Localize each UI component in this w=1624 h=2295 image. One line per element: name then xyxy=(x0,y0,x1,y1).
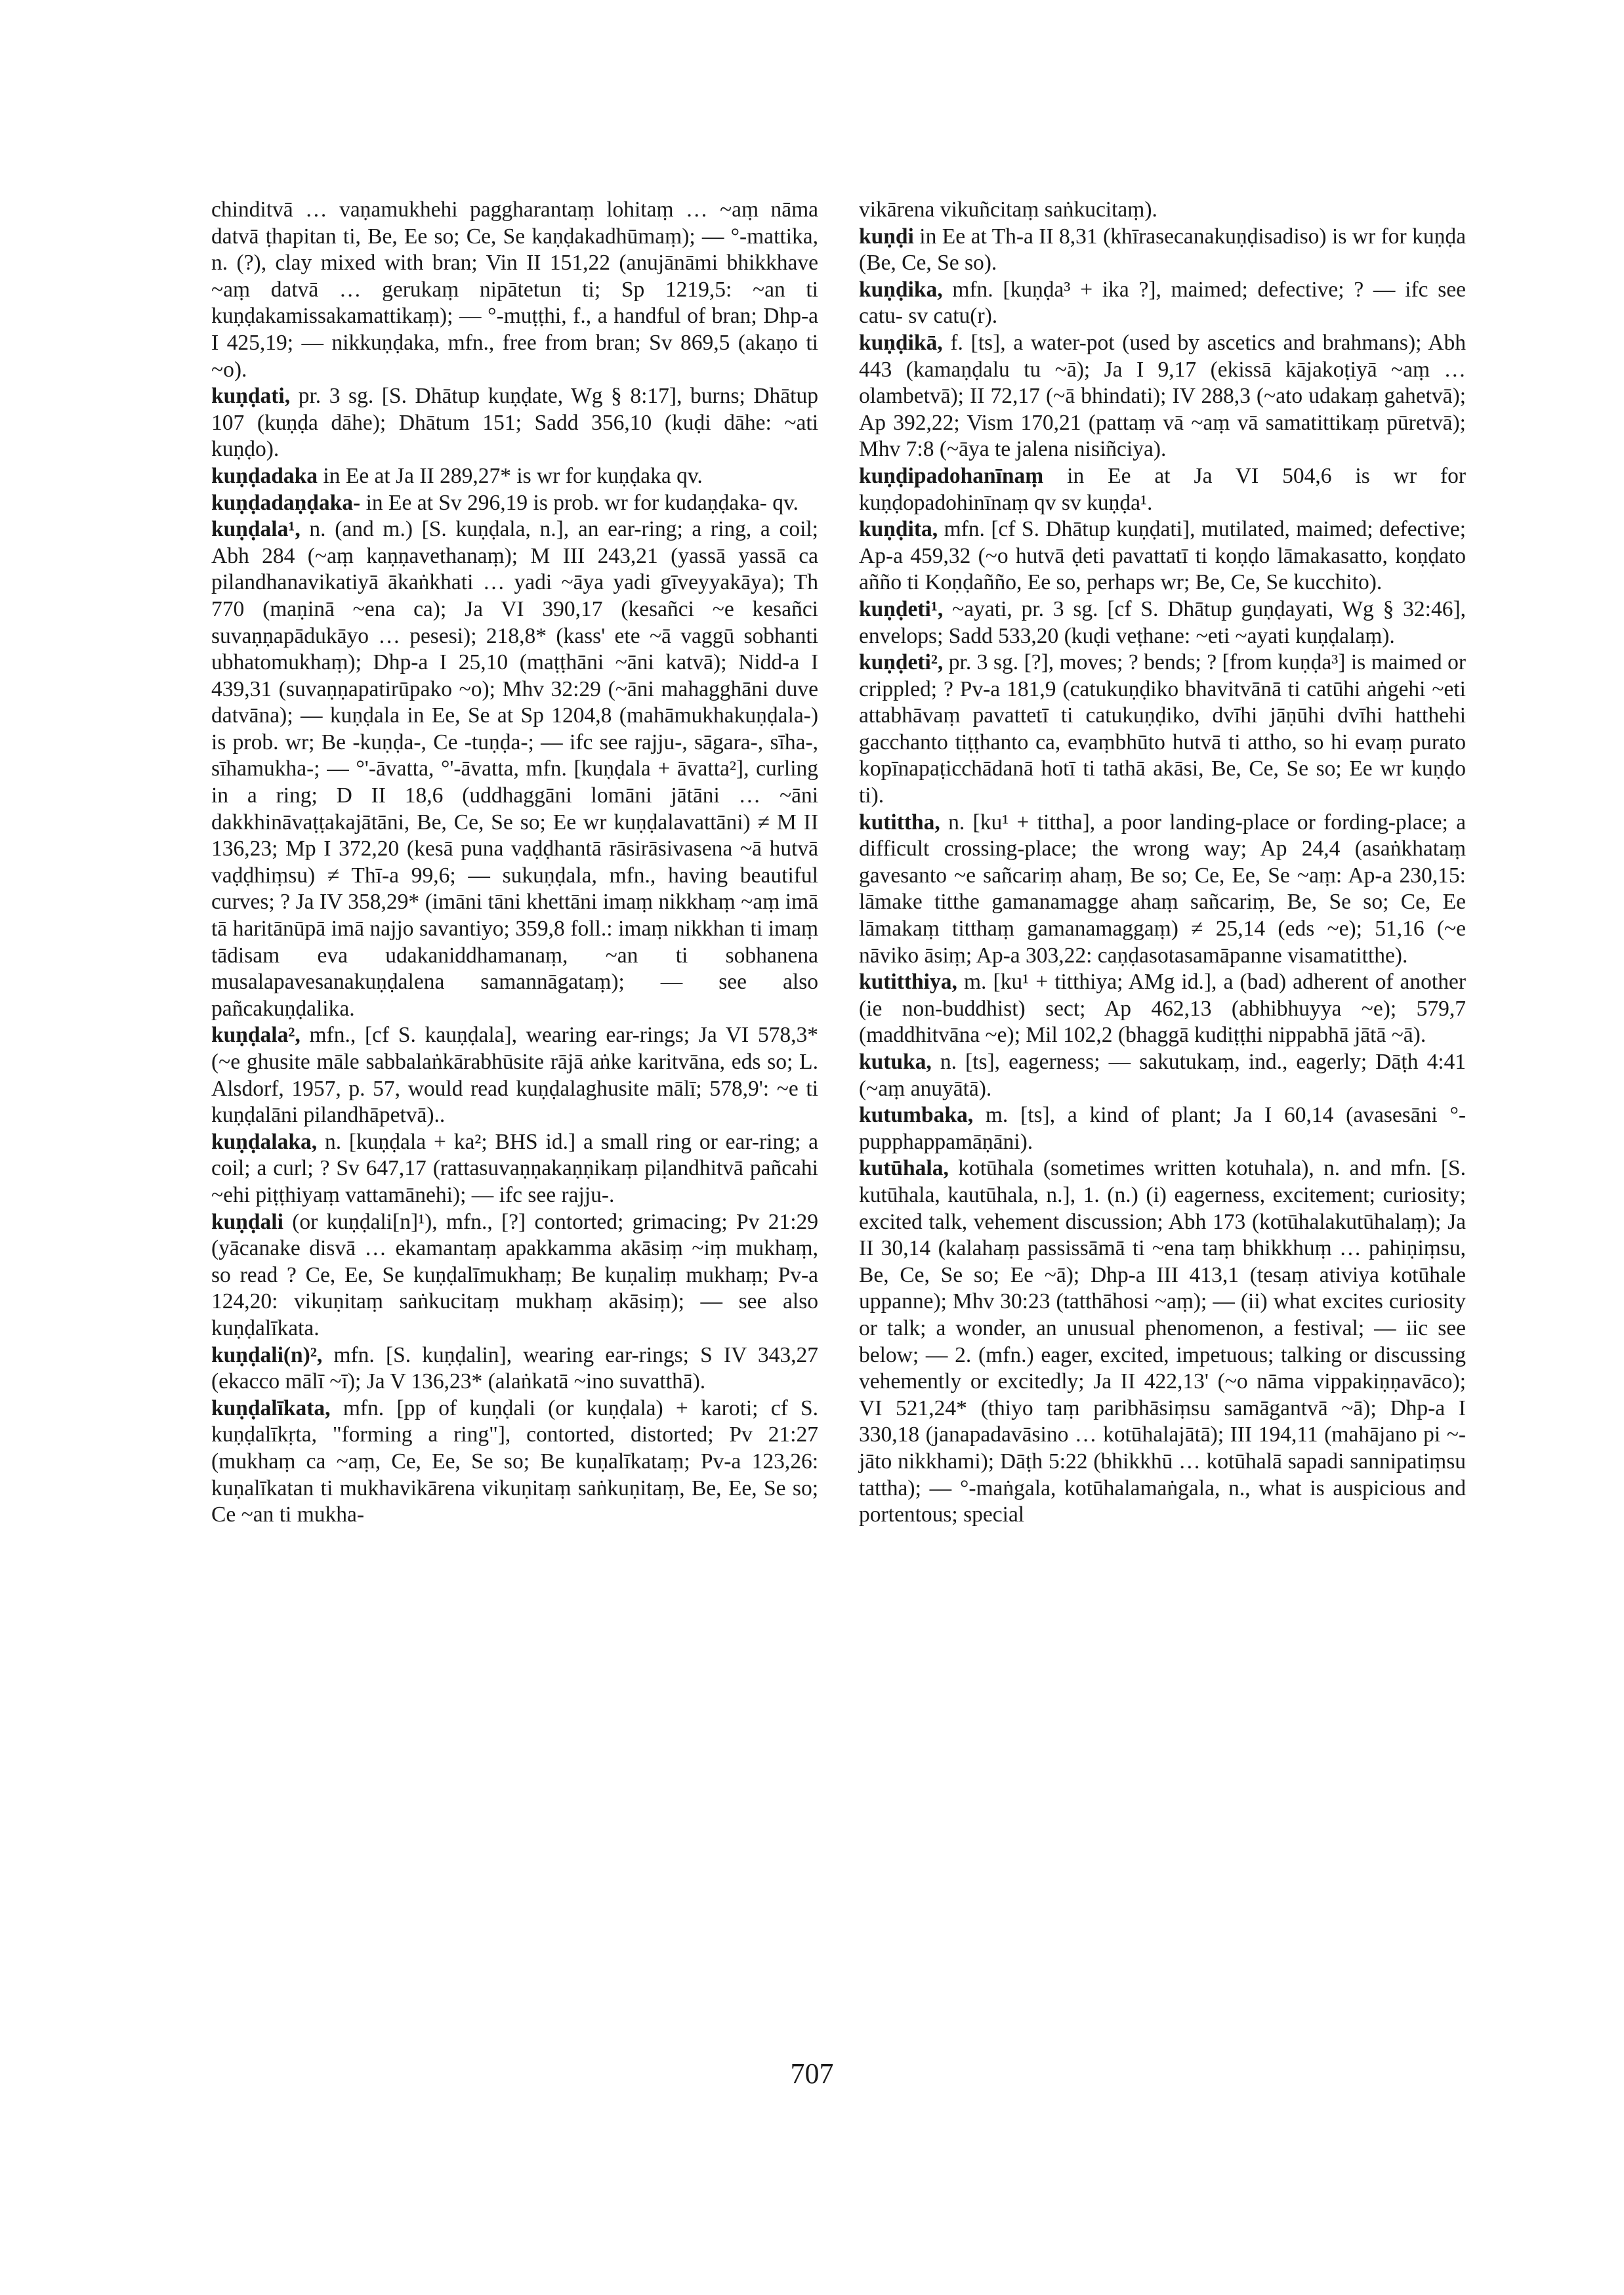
entry-text: mfn. [cf S. Dhātup kuṇḍati], mutilated, maimed; defective; Ap-a 459,32 (~o hutvā ḍeti pavattatī ti koṇḍo lāmakasatto, koṇḍato añño ti Koṇḍañño, Ee so, perhaps wr; Be, Ce, Se kucchito). xyxy=(859,517,1466,595)
entry-text: ~ayati, pr. 3 sg. [cf S. Dhātup guṇḍayati, Wg § 32:46], envelops; Sadd 533,20 (kuḍi veṭhane: ~eti ~ayati kuṇḍalaṃ). xyxy=(859,596,1467,648)
entry-headword: kuṇḍeti², xyxy=(859,650,944,675)
entry-headword: kuṇḍali xyxy=(211,1209,283,1234)
entry-headword: kuṇḍadaṇḍaka- xyxy=(211,490,361,515)
entry-headword: kuṇḍati, xyxy=(211,384,291,409)
dictionary-entry xyxy=(211,1209,818,1342)
dictionary-entry xyxy=(859,277,1466,330)
dictionary-entry xyxy=(859,224,1466,277)
entry-headword: kuṇḍi xyxy=(859,224,914,249)
entry-headword: kuṇḍeti¹, xyxy=(859,596,944,621)
entry-text: n. [kuṇḍala + ka²; BHS id.] a small ring or ear-ring; a coil; a curl; ? Sv 647,17 (rattasuvaṇṇakaṇṇikaṃ piḷandhitvā pañcahi ~ehi piṭṭhiyaṃ vattamānehi); — ifc see rajju-. xyxy=(211,1129,818,1207)
entry-text: n. [ku¹ + tittha], a poor landing-place or fording-place; a difficult crossing-place; the wrong way; Ap 24,4 (asaṅkhataṃ gavesanto ~e sañcariṃ ahaṃ, Be so; Ce, Ee, Se ~aṃ: Ap-a 230,15: lāmake titthe gamanamagge ahaṃ sañcariṃ, Be, Se so; Ce, Ee lāmakaṃ titthaṃ gamanamaggaṃ) ≠ 25,14 (eds ~e); 51,16 (~e nāviko āsiṃ; Ap-a 303,22: caṇḍasotasamāpanne visamatitthe). xyxy=(859,810,1467,968)
dictionary-entry xyxy=(211,490,818,517)
entry-text: n. (and m.) [S. kuṇḍala, n.], an ear-ring; a ring, a coil; Abh 284 (~aṃ kaṇṇavethanaṃ); M III 243,21 (yassā yassā ca pilandhanavikatiyā ākaṅkhati … yadi ~āya yadi gīveyyakāya); Th 770 (maṇinā ~ena ca); Ja VI 390,17 (kesañci ~e kesañci suvaṇṇapādukāyo … pesesi); 218,8* (kass' ete ~ā vaggū sobhanti ubhatomukhaṃ); Dhp-a I 25,10 (maṭṭhāni ~āni katvā); Nidd-a I 439,31 (suvaṇṇapatirūpako ~o); Mhv 32:29 (~āni mahagghāni duve datvāna); — kuṇḍala in Ee, Se at Sp 1204,8 (mahāmukhakuṇḍala-) is prob. wr; Be -kuṇḍa-, Ce -tuṇḍa-; — ifc see rajju-, sāgara-, sīha-, sīhamukha-; — °'-āvatta, °'-āvatta, mfn. [kuṇḍala + āvatta²], curling in a ring; D II 18,6 (uddhaggāni lomāni jātāni … ~āni dakkhināvaṭṭakajātāni, Be, Ce, Se so; Ee wr kuṇḍalavattāni) ≠ M II 136,23; Mp I 372,20 (kesā puna vaḍḍhantā rāsirāsivasena ~ā hutvā vaḍḍhiṃsu) ≠ Thī-a 99,6; — sukuṇḍala, mfn., having beautiful curves; ? Ja IV 358,29* (imāni tāni khettāni imaṃ nikkhaṃ ~aṃ imā tā haritānūpā imā najjo savantiyo; 359,8 foll.: imaṃ nikkhan ti imaṃ tādisam eva udakaniddhamanaṃ, ~an ti sobhanena musalapavesanakuṇḍalena samannāgataṃ); — see also pañcakuṇḍalika. xyxy=(211,517,818,1021)
page-number: 707 xyxy=(790,2057,834,2090)
dictionary-entry xyxy=(211,1022,818,1128)
entry-text: kotūhala (sometimes written kotuhala), n. and mfn. [S. kutūhala, kautūhala, n.], 1. (n.) (i) eagerness, excitement; curiosity; excited talk, vehement discussion; Abh 173 (kotūhalakutūhalaṃ); Ja II 30,14 (kalahaṃ passissāmā ti ~ena taṃ bhikkhuṃ … pahiṇiṃsu, Be, Ce, Se so; Ee ~ā); Dhp-a III 413,1 (tesaṃ ativiya kotūhale uppanne); Mhv 30:23 (tatthāhosi ~aṃ); — (ii) what excites curiosity or talk; a wonder, an unusual phenomenon, a festival; — iic see below; — 2. (mfn.) eager, excited, impetuous; talking or discussing vehemently or excitedly; Ja II 422,13' (~o nāma vippakiṇṇavāco); VI 521,24* (thiyo taṃ paribhāsiṃsu samāgantvā ~ā); Dhp-a I 330,18 (janapadavāsino … kotūhalajātā); III 194,11 (mahājano pi ~-jāto nikkhami); Dāṭh 5:22 (bhikkhū … kotūhalā sapadi sannipatiṃsu tattha); — °-maṅgala, kotūhalamaṅgala, n., what is auspicious and portentous; special xyxy=(859,1156,1466,1527)
dictionary-entry xyxy=(211,1396,818,1529)
right-column xyxy=(859,197,1466,1529)
dictionary-entry xyxy=(859,1155,1466,1528)
dictionary-entry xyxy=(859,330,1466,463)
entry-headword: kutittha, xyxy=(859,810,940,835)
entry-text: mfn. [kuṇḍa³ + ika ?], maimed; defective; ? — ifc see catu- sv catu(r). xyxy=(859,277,1467,329)
dictionary-entry xyxy=(859,1049,1466,1102)
dictionary-entry xyxy=(211,1129,818,1209)
entry-text: pr. 3 sg. [S. Dhātup kuṇḍate, Wg § 8:17], burns; Dhātup 107 (kuṇḍa dāhe); Dhātum 151; Sadd 356,10 (kuḍi dāhe: ~ati kuṇḍo). xyxy=(211,384,818,462)
entry-headword: kuṇḍita, xyxy=(859,517,938,542)
dictionary-entry xyxy=(859,197,1466,224)
entry-headword: kuṇḍali(n)², xyxy=(211,1342,323,1367)
entry-text: in Ee at Th-a II 8,31 (khīrasecanakuṇḍisadiso) is wr for kuṇḍa (Be, Ce, Se so). xyxy=(859,224,1466,276)
dictionary-entry xyxy=(859,516,1466,596)
entry-text: mfn. [pp of kuṇḍali (or kuṇḍala) + karoti; cf S. kuṇḍalīkṛta, "forming a ring"], contorted, distorted; Pv 21:27 (mukhaṃ ca ~aṃ, Ce, Ee, Se so; Be kuṇalīkataṃ; Pv-a 123,26: kuṇalīkatan ti mukhavikārena vikuṇitaṃ saṅkuṇitaṃ, Be, Ee, Se so; Ce ~an ti mukha- xyxy=(211,1396,818,1527)
entry-text: pr. 3 sg. [?], moves; ? bends; ? [from kuṇḍa³] is maimed or crippled; ? Pv-a 181,9 (catukuṇḍiko bhavitvānā ti catūhi aṅgehi ~eti attabhāvaṃ pavattetī ti catukuṇḍiko, dvīhi jāṇūhi dvīhi hatthehi gacchanto tiṭṭhanto ca, evaṃbhūto hutvā ti attho, so hi evaṃ purato kopīnapaṭicchādanā hotī ti tathā akāsi, Be, Ce, Se so; Ee wr kuṇḍo ti). xyxy=(859,650,1467,808)
entry-headword: kutūhala, xyxy=(859,1156,949,1181)
entry-headword: kuṇḍipadohanīnaṃ xyxy=(859,463,1044,488)
dictionary-entry xyxy=(211,463,818,490)
entry-text: in Ee at Sv 296,19 is prob. wr for kudaṇḍaka- qv. xyxy=(365,490,799,515)
entry-text: mfn. [S. kuṇḍalin], wearing ear-rings; S IV 343,27 (ekacco mālī ~ī); Ja V 136,23* (alaṅkatā ~ino suvatthā). xyxy=(211,1342,819,1394)
entry-text: f. [ts], a water-pot (used by ascetics and brahmans); Abh 443 (kamaṇḍalu tu ~ā); Ja I 9,17 (ekissā kājakoṭiyā ~aṃ … olambetvā); II 72,17 (~ā bhindati); IV 288,3 (~ato udakaṃ gahetvā); Ap 392,22; Vism 170,21 (pattaṃ vā ~aṃ vā samatittikaṃ pūretvā); Mhv 7:8 (~āya te jalena nisiñciya). xyxy=(859,330,1466,462)
entry-headword: kuṇḍala², xyxy=(211,1023,301,1048)
entry-text: mfn., [cf S. kauṇḍala], wearing ear-rings; Ja VI 578,3* (~e ghusite māle sabbalaṅkārabhūsite rājā aṅke karitvāna, eds so; L. Alsdorf, 1957, p. 57, would read kuṇḍalaghusite mālī; 578,9': ~e ti kuṇḍalāni pilandhāpetvā).. xyxy=(211,1023,819,1128)
left-column xyxy=(211,197,818,1529)
entry-text: (or kuṇḍali[n]¹), mfn., [?] contorted; grimacing; Pv 21:29 (yācanake disvā … ekamantaṃ apakkamma akāsiṃ ~iṃ mukhaṃ, so read ? Ce, Ee, Se kuṇḍalīmukhaṃ; Be kuṇaliṃ mukhaṃ; Pv-a 124,20: vikuṇitaṃ saṅkucitaṃ mukhaṃ akāsiṃ); — see also kuṇḍalīkata. xyxy=(211,1209,819,1340)
entry-headword: kuṇḍikā, xyxy=(859,330,943,355)
entry-headword: kutumbaka, xyxy=(859,1103,974,1128)
dictionary-entry xyxy=(859,463,1466,516)
entry-headword: kuṇḍalīkata, xyxy=(211,1396,331,1420)
dictionary-entry xyxy=(859,650,1466,810)
entry-headword: kuṇḍala¹, xyxy=(211,517,301,542)
entry-headword: kuṇḍalaka, xyxy=(211,1129,318,1154)
entry-text: m. [ku¹ + titthiya; AMg id.], a (bad) adherent of another (ie non-buddhist) sect; Ap 462,13 (abhibhuyya ~e); 579,7 (maddhitvāna ~e); Mil 102,2 (bhaggā kudiṭṭhi nippabhā jātā ~ā). xyxy=(859,970,1466,1048)
dictionary-entry xyxy=(211,516,818,1022)
entry-text: m. [ts], a kind of plant; Ja I 60,14 (avasesāni °-pupphappamāṇāni). xyxy=(859,1103,1467,1154)
dictionary-entry xyxy=(859,969,1466,1049)
entry-headword: kuṇḍika, xyxy=(859,277,943,302)
entry-text: chinditvā … vaṇamukhehi paggharantaṃ lohitaṃ … ~aṃ nāma datvā ṭhapitan ti, Be, Ee so; Ce, Se kaṇḍakadhūmaṃ); — °-mattika, n. (?), clay mixed with bran; Vin II 151,22 (anujānāmi bhikkhave ~aṃ datvā … gerukaṃ nipātetun ti; Sp 1219,5: ~an ti kuṇḍakamissakamattikaṃ); — °-muṭṭhi, f., a handful of bran; Dhp-a I 425,19; — nikkuṇḍaka, mfn., free from bran; Sv 869,5 (akaṇo ti ~o). xyxy=(211,197,818,382)
dictionary-entry xyxy=(211,383,818,463)
dictionary-entry xyxy=(859,1102,1466,1155)
dictionary-entry xyxy=(859,810,1466,970)
entry-text: vikārena vikuñcitaṃ saṅkucitaṃ). xyxy=(859,197,1157,222)
entry-headword: kuṇḍadaka xyxy=(211,463,318,488)
entry-headword: kutitthiya, xyxy=(859,970,957,995)
entry-headword: kutuka, xyxy=(859,1050,932,1074)
entry-text: in Ee at Ja VI 504,6 is wr for kuṇḍopadohinīnaṃ qv sv kuṇḍa¹. xyxy=(859,463,1467,515)
dictionary-entry xyxy=(211,1342,818,1396)
dictionary-entry xyxy=(859,596,1466,650)
entry-text: n. [ts], eagerness; — sakutukaṃ, ind., eagerly; Dāṭh 4:41 (~aṃ anuyātā). xyxy=(859,1050,1467,1101)
entry-text: in Ee at Ja II 289,27* is wr for kuṇḍaka qv. xyxy=(323,463,703,488)
dictionary-entry xyxy=(211,197,818,383)
